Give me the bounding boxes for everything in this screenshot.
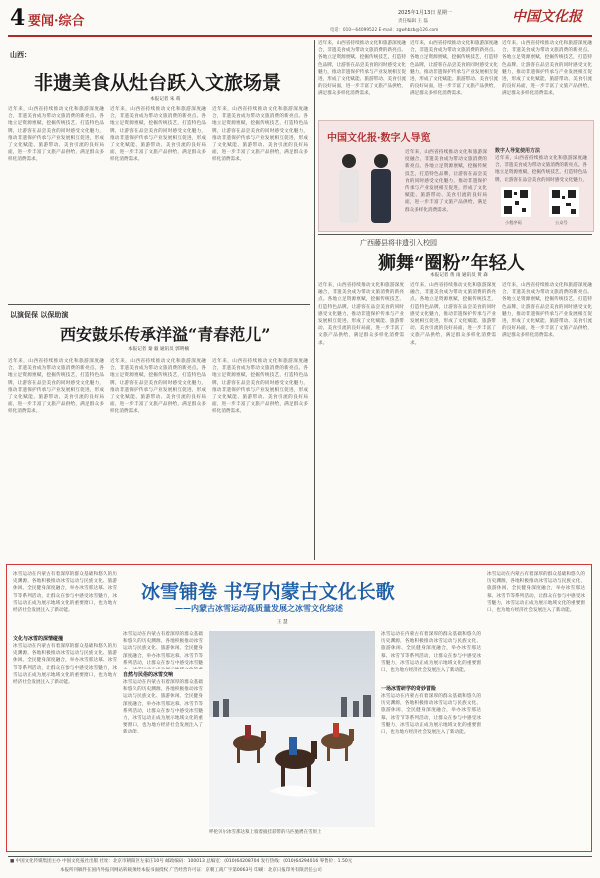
body-col-3 <box>212 106 308 300</box>
ad-title: 中国文化报·数字人导览 <box>327 133 431 144</box>
guangxi-col-2 <box>410 282 496 560</box>
right-col-1 <box>318 40 406 118</box>
miniapp-qr-label: 小程序码 <box>505 220 522 225</box>
footer-rule <box>8 856 592 857</box>
kicker-guangxi: 广西藤县将非遗引入校园 <box>360 239 437 247</box>
section-title: 要闻·综合 <box>28 14 85 29</box>
divider-h-xian <box>8 304 310 305</box>
right-col-2 <box>410 40 498 118</box>
presenter-woman-body <box>339 169 359 223</box>
ad-body-text <box>405 149 487 225</box>
contact-line: 电话：010—64099522 E-mail：zgwhbzb@126.com <box>330 28 439 33</box>
feature-photo <box>209 631 375 827</box>
photo-caption: 呼伦贝尔冰雪那达慕上骑着披挂彩带的马匹驰骋在雪原上 <box>209 830 322 835</box>
page-number: 4 <box>10 5 26 31</box>
presenter-man-head <box>374 154 388 168</box>
xian-col-2 <box>110 358 206 560</box>
presenter-woman-head <box>342 154 356 168</box>
feature-byline: 王 慧 <box>277 620 288 625</box>
feature-col-1 <box>13 643 117 847</box>
ad-subtitle: 数字人导览使用方法 <box>495 148 541 154</box>
divider-v1 <box>314 40 315 560</box>
wechat-qr-label: 公众号 <box>555 220 568 225</box>
presenter-figures <box>329 147 401 227</box>
kicker-xian: 以演促保 以保助演 <box>10 311 69 319</box>
feature-col-2b <box>123 679 203 733</box>
feature-col-3b <box>381 693 481 847</box>
feature-intro-text <box>13 571 117 631</box>
guangxi-col-3 <box>502 282 592 560</box>
masthead-rule <box>8 35 592 37</box>
body-col-2 <box>110 106 206 300</box>
wechat-qr-code[interactable] <box>549 187 579 217</box>
ad-usage-text <box>495 155 587 183</box>
feature-inner-mongolia <box>6 564 592 852</box>
footer-line-1: ■ 中国文化传媒集团主办 中国文化报社出版 社址：北京市朝阳区左家庄10号 邮政编码：100013 总编室：(010)64208704 发行热线：(010)64294016 零售价：1.50元 <box>10 859 353 864</box>
edition-date: 2025年1月13日 星期一 <box>398 10 452 16</box>
divider-h-guangxi <box>318 234 592 235</box>
feature-subhead-2: 自然与民俗的冰雪交响 <box>123 672 174 678</box>
feature-subheadline: ——内蒙古冰雪运动高质量发展之冰雪文化综述 <box>175 603 343 613</box>
article-shanxi <box>8 40 310 300</box>
headline-xian: 西安鼓乐传承洋溢“青春范儿” <box>60 325 271 344</box>
digital-guide-ad <box>318 120 594 232</box>
feature-headline: 冰雪铺卷 书写内蒙古文化长歌 <box>141 581 395 603</box>
right-col-3 <box>502 40 592 118</box>
byline-guangxi: 本报记者 黄 雨 通讯员 黄 森 <box>430 273 488 278</box>
feature-subhead-3: 一场冰雪研学的奇妙冒险 <box>381 686 437 692</box>
byline-shanxi: 本报记者 朱 萌 <box>150 97 181 102</box>
headline-shanxi: 非遗美食从灶台跃入文旅场景 <box>34 72 282 94</box>
masthead <box>0 0 600 36</box>
article-xian <box>8 304 310 560</box>
feature-col-2 <box>123 631 203 669</box>
footer-line-2: 本报所刊稿件在国内外报刊网站转载须经本报书面授权 广告经营许可证：京朝工商广字第0063号 印刷：北京日报印务有限责任公司 <box>60 868 322 873</box>
xian-col-3 <box>212 358 308 560</box>
feature-col-3 <box>381 631 481 683</box>
xian-col-1 <box>8 358 104 560</box>
headline-guangxi: 狮舞“圈粉”年轻人 <box>378 253 525 274</box>
presenter-man-body <box>371 169 391 223</box>
body-col-1 <box>8 106 104 300</box>
feature-subhead-1: 文化与冰雪的深情碰撞 <box>13 636 64 642</box>
paper-logo: 中国文化报 <box>512 9 582 25</box>
miniapp-qr-code[interactable] <box>501 187 531 217</box>
byline-xian: 本报记者 秦 毅 通讯员 郭明楠 <box>128 347 189 352</box>
article-guangxi <box>318 234 592 560</box>
editor-line: 责任编辑 王 磊 <box>398 19 428 24</box>
feature-col-4 <box>487 571 585 847</box>
guangxi-col-1 <box>318 282 404 560</box>
region-tag: 山西： <box>10 51 31 59</box>
